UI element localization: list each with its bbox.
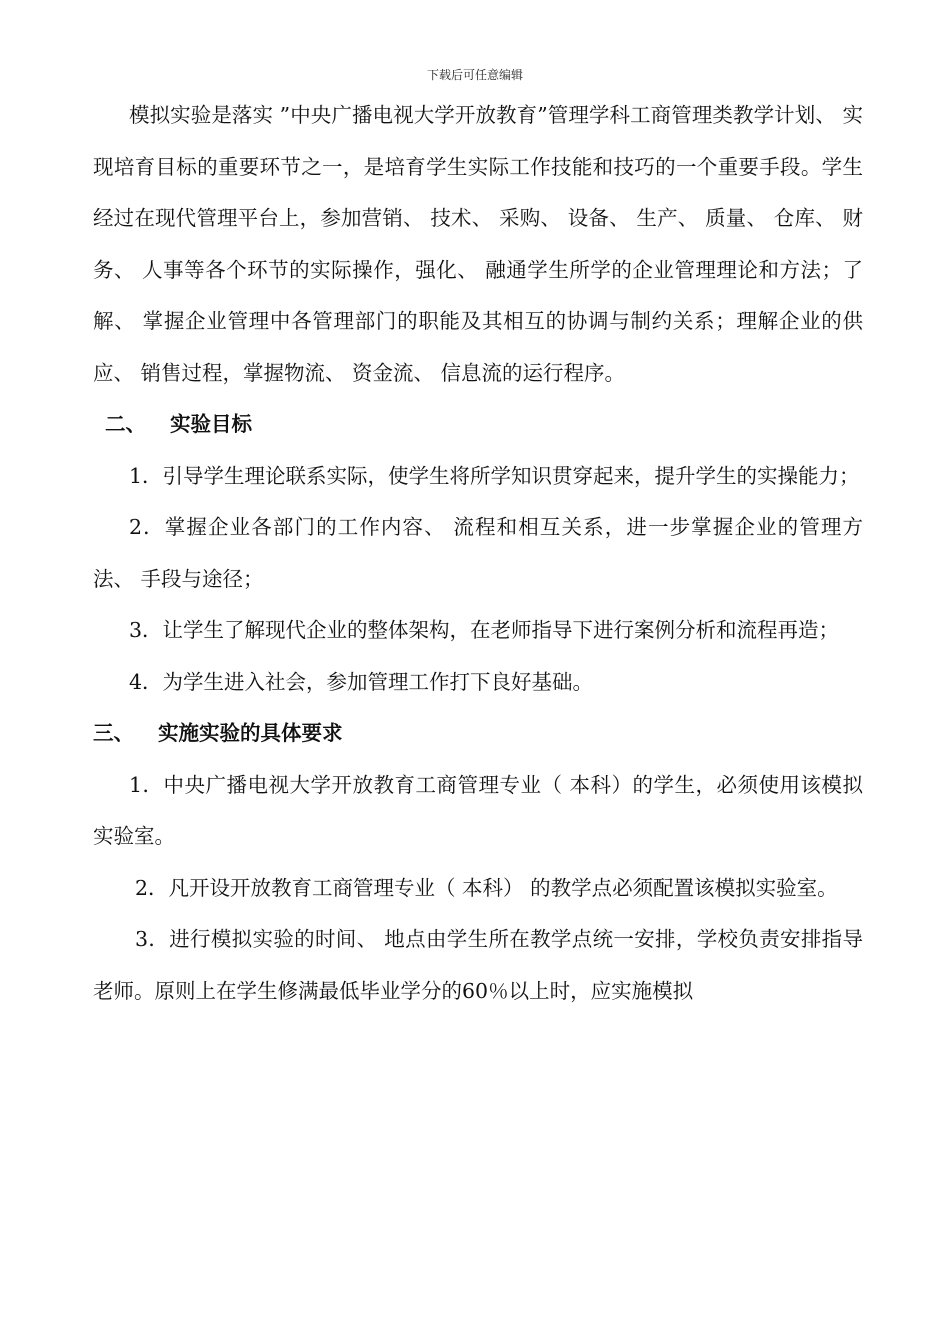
- section-heading-objectives: [93, 399, 863, 451]
- section-number: 三、: [93, 721, 134, 745]
- header-note: 下载后可任意编辑: [426, 68, 523, 82]
- intro-paragraph: 模拟实验是落实 ”中央广播电视大学开放教育”管理学科工商管理类教学计划、 实现培育目标的重要环节之一，是培育学生实际工作技能和技巧的一个重要手段。学生经过在现代管理平台上，参加营销、 技术、 采购、 设备、 生产、 质量、 仓库、 财务、 人事等各个环节的实际操作，强化、 融通学生所学的企业管理理论和方法；了解、 掌握企业管理中各管理部门的职能及其相互的协调与制约关系；理解企业的供应、 销售过程，掌握物流、 资金流、 信息流的运行程序。: [93, 103, 863, 385]
- objective-item-4: 4．为学生进入社会，参加管理工作打下良好基础。: [129, 669, 594, 694]
- section-number: 二、: [105, 412, 146, 436]
- section-heading-requirements: [93, 708, 863, 760]
- objective-item-1: 1．引导学生理论联系实际，使学生将所学知识贯穿起来，提升学生的实操能力；: [129, 463, 860, 488]
- section-title: 实验目标: [170, 412, 252, 436]
- document-body: [93, 90, 863, 1017]
- objective-item-3: 3．让学生了解现代企业的整体架构，在老师指导下进行案例分析和流程再造；: [129, 618, 840, 642]
- objective-item-2: 2．掌握企业各部门的工作内容、 流程和相互关系，进一步掌握企业的管理方法、 手段与途径；: [93, 515, 863, 591]
- requirement-item-3: 3．进行模拟实验的时间、 地点由学生所在教学点统一安排，学校负责安排指导老师。原则上在学生修满最低毕业学分的60％以上时，应实施模拟: [93, 927, 863, 1003]
- section-title: 实施实验的具体要求: [158, 721, 343, 745]
- requirement-item-1: 1．中央广播电视大学开放教育工商管理专业（ 本科）的学生，必须使用该模拟实验室。: [93, 772, 863, 848]
- requirement-item-2: 2．凡开设开放教育工商管理专业（ 本科） 的教学点必须配置该模拟实验室。: [135, 875, 838, 900]
